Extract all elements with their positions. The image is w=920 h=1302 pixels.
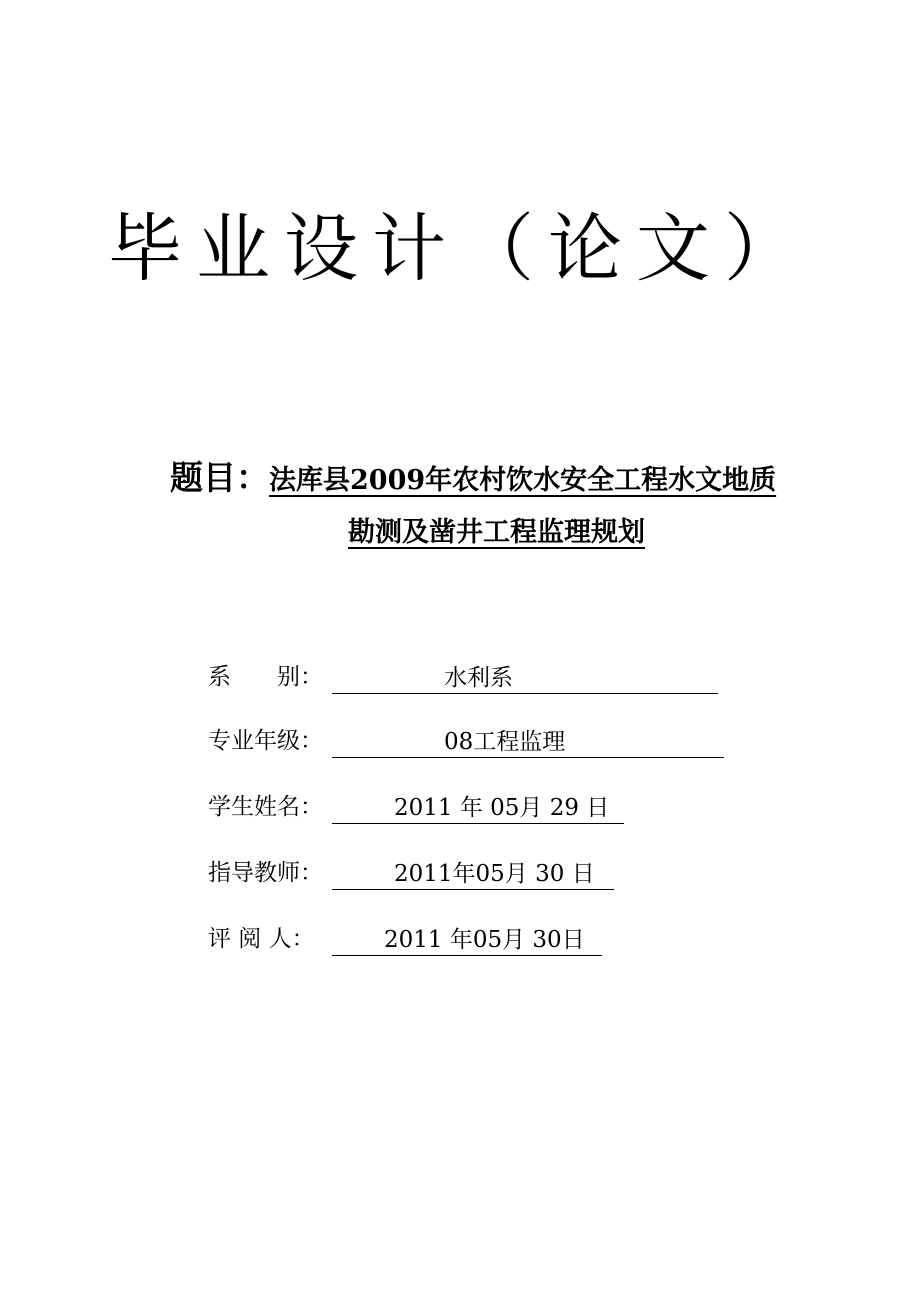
major-value: 08工程监理 <box>332 727 724 758</box>
student-value: 2011 年 05月 29 日 <box>332 793 624 824</box>
major-label: 专业年级： <box>208 728 323 754</box>
student-label: 学生姓名： <box>208 794 323 820</box>
advisor-value: 2011年05月 30 日 <box>332 859 614 890</box>
topic-line-2 <box>170 507 890 559</box>
department-value: 水利系 <box>332 663 718 694</box>
reviewer-value: 2011 年05月 30日 <box>332 925 602 956</box>
topic-block <box>170 452 890 559</box>
student-row <box>208 790 624 824</box>
department-row <box>208 660 718 694</box>
advisor-row <box>208 856 614 890</box>
topic-line-1 <box>170 452 890 507</box>
main-title: 毕业设计（论文） <box>108 206 812 292</box>
advisor-label: 指导教师： <box>208 860 323 886</box>
department-label: 系 别： <box>208 664 323 690</box>
reviewer-label: 评 阅 人： <box>208 926 315 952</box>
major-row <box>208 724 724 758</box>
topic-text-line-2: 勘测及凿井工程监理规划 <box>348 517 645 548</box>
topic-text-line-1: 法库县2009年农村饮水安全工程水文地质 <box>269 465 777 496</box>
reviewer-row <box>208 922 602 956</box>
topic-label: 题目： <box>170 458 269 497</box>
